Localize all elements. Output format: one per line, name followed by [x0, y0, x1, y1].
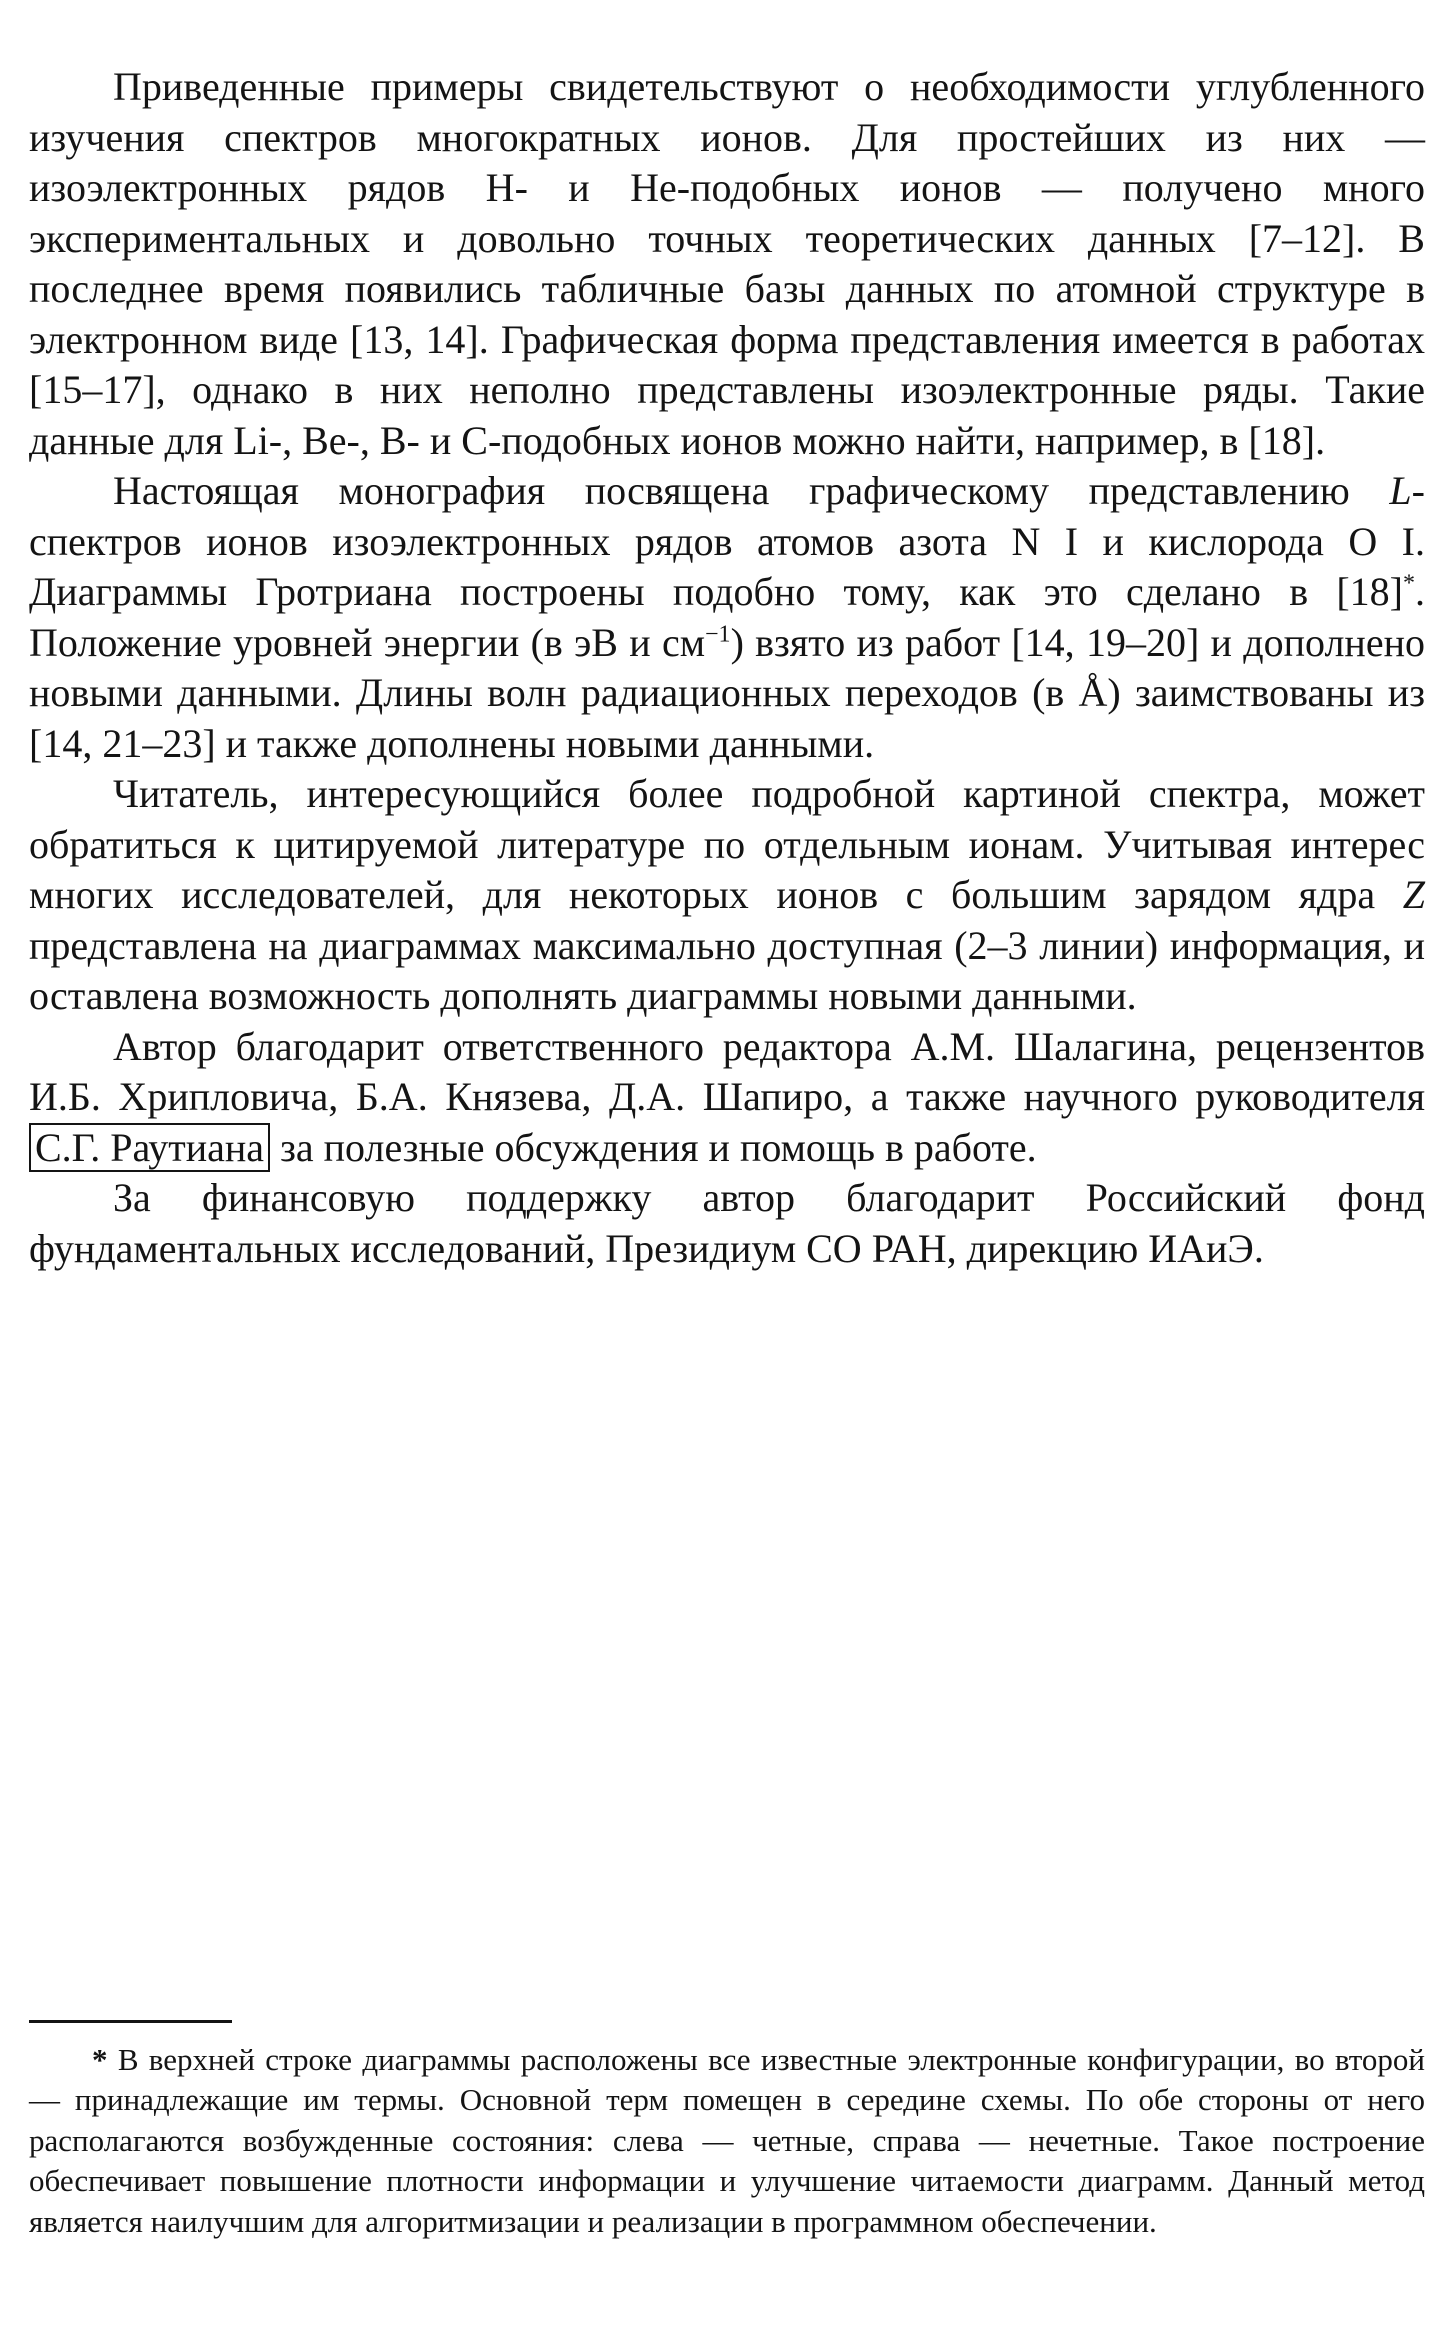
page-body [29, 62, 1425, 1274]
inverse-cm-superscript: −1 [705, 621, 731, 648]
paragraph-2-text-d: ) взято из работ [14, 19–20] и дополнено новыми данными. Длины волн радиационных переходов (в Å) заимствованы из [14, 21–23] и также дополнены новыми данными. [29, 619, 1426, 766]
paragraph-1-text: Приведенные примеры свидетельствуют о необходимости углубленного изучения спектров многократных ионов. Для простейших из них — изоэлектронных рядов H- и He-подобных ионов — получено много экспериментальных и довольно точных теоретических данных [7–12]. В последнее время появились табличные базы данных по атомной структуре в электронном виде [13, 14]. Графическая форма представления имеется в работах [15–17], однако в них неполно представлены изоэлектронные ряды. Такие данные для Li-, Be-, B- и C-подобных ионов можно найти, например, в [18]. [29, 64, 1425, 463]
paragraph-3 [29, 769, 1425, 1022]
paragraph-3-text-b: представлена на диаграммах максимально доступная (2–3 линии) информация, и оставлена возможность дополнять диаграммы новыми данными. [29, 922, 1425, 1018]
paragraph-1 [29, 62, 1425, 466]
footnote-reference-mark[interactable]: * [1403, 570, 1415, 597]
footnote-text: В верхней строке диаграммы расположены все известные электронные конфигурации, во второй — принадлежащие им термы. Основной терм помещен в середине схемы. По обе стороны от него располагаются возбужденные состояния: слева — четные, справа — нечетные. Такое построение обеспечивает повышение плотности информации и улучшение читаемости диаграмм. Данный метод является наилучшим для алгоритмизации и реализации в программном обеспечении. [29, 2042, 1425, 2239]
paragraph-5-text: За финансовую поддержку автор благодарит Российский фонд фундаментальных исследований, Президиум СО РАН, дирекцию ИАиЭ. [29, 1175, 1425, 1271]
footnote-divider [29, 2020, 232, 2023]
paragraph-3-text-a: Читатель, интересующийся более подробной картиной спектра, может обратиться к цитируемой литературе по отдельным ионам. Учитывая интерес многих исследователей, для некоторых ионов с большим зарядом ядра [29, 771, 1425, 917]
paragraph-2 [29, 466, 1425, 769]
paragraph-2-text-a: Настоящая монография посвящена графическому представлению [113, 468, 1390, 513]
paragraph-4-text-a: Автор благодарит ответственного редактора А.М. Шалагина, рецензентов И.Б. Хрипловича, Б.А. Князева, Д.А. Шапиро, а также научного руководителя [29, 1023, 1425, 1119]
paragraph-2-text-c: . Положение уровней энергии (в эВ и см [29, 569, 1425, 665]
l-spectrum-symbol: L [1389, 468, 1412, 513]
paragraph-4 [29, 1022, 1425, 1174]
paragraph-4-text-b: за полезные обсуждения и помощь в работе. [270, 1124, 1037, 1170]
paragraph-5 [29, 1173, 1425, 1274]
memorial-boxed-name: С.Г. Раутиана [29, 1123, 270, 1172]
footnote [29, 2040, 1425, 2242]
nuclear-charge-symbol: Z [1402, 872, 1425, 917]
footnote-mark: * [92, 2042, 108, 2077]
paragraph-2-text-b: -спектров ионов изоэлектронных рядов атомов азота N I и кислорода O I. Диаграммы Гротриана построены подобно тому, как это сделано в [18] [29, 468, 1425, 614]
